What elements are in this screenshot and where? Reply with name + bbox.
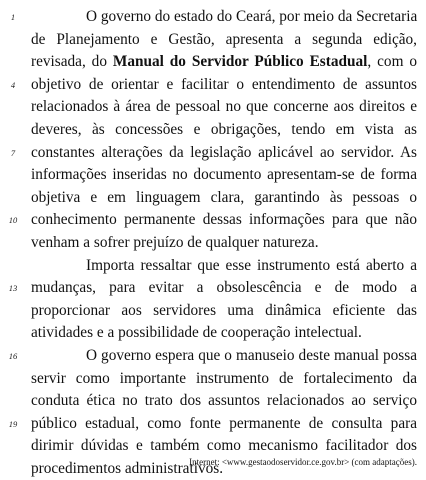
- text-line: [0, 74, 426, 97]
- line-text: atividades e a possibilidade de cooperação intelectual.: [31, 324, 362, 342]
- line-number: 16: [8, 350, 18, 361]
- text-line: [0, 209, 426, 232]
- line-text: conhecimento permanente dessas informações para que não: [31, 211, 417, 229]
- text-line: [0, 300, 426, 323]
- text-line: [0, 164, 426, 187]
- text-line: [0, 119, 426, 142]
- line-text: dirimir dúvidas e também como mecanismo facilitador dos: [31, 437, 417, 455]
- line-number: 1: [10, 12, 16, 22]
- line-text: venham a sofrer prejuízo de qualquer natureza.: [31, 233, 319, 251]
- text-line: [0, 390, 426, 413]
- line-text: mudanças, para evitar a obsolescência e de modo a: [31, 279, 417, 297]
- text-line: [0, 413, 426, 436]
- text-line: [0, 96, 426, 119]
- line-number: 4: [10, 79, 16, 90]
- line-text: servir como importante instrumento de fortalecimento da: [31, 369, 417, 387]
- line-number: 7: [10, 147, 16, 158]
- line-number: 10: [8, 215, 18, 226]
- line-text: relacionados à área de pessoal no que concerne aos direitos e: [31, 98, 417, 116]
- document-body: [0, 6, 426, 480]
- line-text: procedimentos administrativos.: [31, 459, 224, 477]
- paragraph-2: [0, 255, 426, 345]
- line-number: 19: [8, 418, 18, 429]
- text-line: [0, 142, 426, 165]
- line-text: objetivo de orientar e facilitar o entendimento de assuntos: [31, 75, 417, 93]
- line-text: deveres, às concessões e obrigações, tendo em vista as: [31, 120, 417, 138]
- text-line: [0, 345, 426, 368]
- line-text: O governo do estado do Ceará, por meio da Secretaria: [86, 8, 418, 25]
- text-line: [0, 6, 426, 29]
- text-line: [0, 232, 426, 255]
- line-text: proporcionar aos servidores uma dinâmica eficiente das: [31, 301, 417, 319]
- text-line: [0, 368, 426, 391]
- line-number: 13: [8, 283, 18, 294]
- text-line: [0, 435, 426, 458]
- text-line: [0, 322, 426, 345]
- text-line: [0, 255, 426, 278]
- line-text: de Planejamento e Gestão, apresenta a segunda edição,: [31, 30, 417, 48]
- manual-title: Manual do Servidor Público Estadual: [112, 53, 368, 71]
- line-text: O governo espera que o manuseio deste manual possa: [86, 346, 417, 364]
- line-text: informações inseridas no documento apresentam-se de forma: [31, 166, 417, 184]
- paragraph-1: [0, 6, 426, 255]
- line-text: conduta ética no trato dos assuntos relacionados ao serviço: [31, 392, 417, 410]
- line-text: [31, 51, 417, 74]
- text-line: [0, 29, 426, 52]
- text-line: [0, 51, 426, 74]
- source-citation: Internet: <www.gestaodoservidor.ce.gov.br> (com adaptações).: [189, 457, 417, 467]
- text-line: [0, 187, 426, 210]
- line-text-post: , com o: [367, 53, 418, 71]
- line-text-pre: revisada, do: [31, 53, 113, 71]
- line-text: constantes alterações da legislação aplicável ao servidor. As: [31, 143, 417, 161]
- line-text: objetiva e em linguagem clara, garantindo às pessoas o: [31, 188, 417, 206]
- text-line: [0, 277, 426, 300]
- line-text: público estadual, como fonte permanente de consulta para: [31, 414, 417, 432]
- line-text: Importa ressaltar que esse instrumento está aberto a: [86, 256, 417, 274]
